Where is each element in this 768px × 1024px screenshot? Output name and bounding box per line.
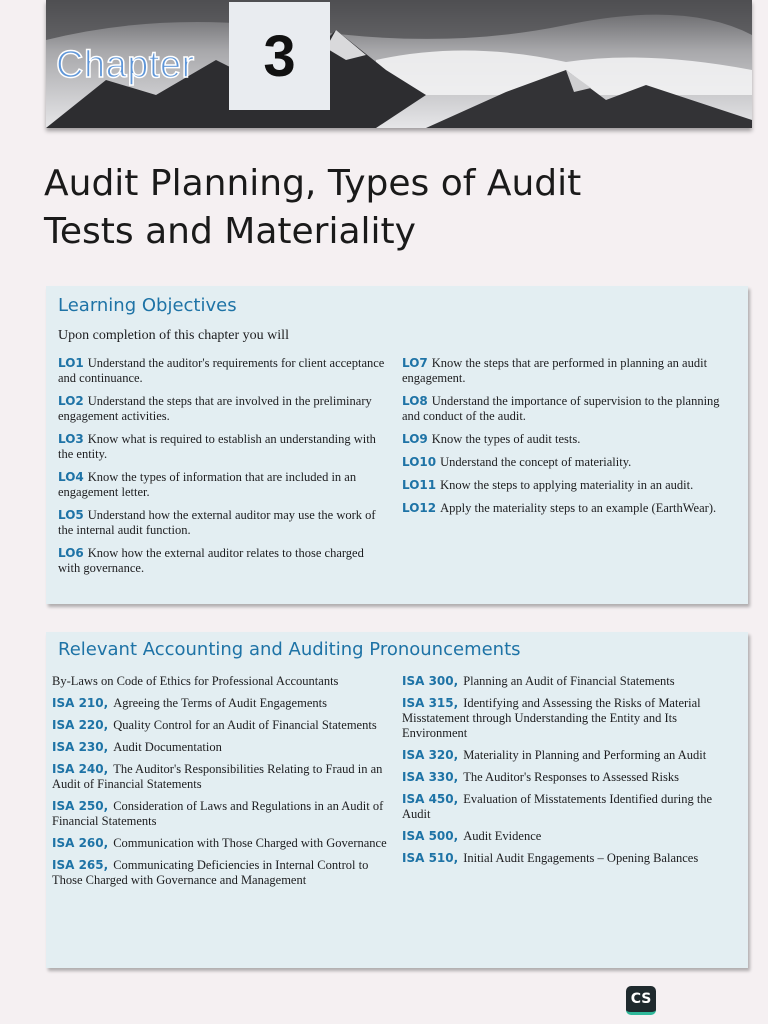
pronouncement-item bbox=[52, 836, 388, 851]
pronouncement-text: Audit Documentation bbox=[113, 740, 222, 754]
objective-code: LO7 bbox=[402, 356, 428, 370]
standard-code: ISA 510, bbox=[402, 851, 459, 865]
learning-objectives-right-column bbox=[402, 356, 736, 524]
pronouncement-item bbox=[402, 829, 738, 844]
learning-objective bbox=[58, 432, 388, 462]
pronouncement-item bbox=[52, 858, 388, 888]
standard-code: ISA 210, bbox=[52, 696, 109, 710]
objective-text: Apply the materiality steps to an example (EarthWear). bbox=[440, 501, 717, 515]
objective-code: LO9 bbox=[402, 432, 428, 446]
learning-objective bbox=[58, 508, 388, 538]
pronouncement-text: Planning an Audit of Financial Statements bbox=[463, 674, 675, 688]
objective-code: LO2 bbox=[58, 394, 84, 408]
standard-code: ISA 315, bbox=[402, 696, 459, 710]
chapter-number: 3 bbox=[229, 2, 330, 110]
pronouncement-text: Communicating Deficiencies in Internal Control to Those Charged with Governance and Management bbox=[52, 858, 369, 887]
pronouncement-item bbox=[52, 696, 388, 711]
learning-objective bbox=[402, 478, 736, 493]
learning-objectives-panel bbox=[46, 286, 748, 604]
objective-code: LO8 bbox=[402, 394, 428, 408]
pronouncement-text: Quality Control for an Audit of Financial Statements bbox=[113, 718, 377, 732]
pronouncement-item bbox=[52, 718, 388, 733]
learning-objective bbox=[402, 356, 736, 386]
pronouncement-text: Communication with Those Charged with Governance bbox=[113, 836, 387, 850]
objective-code: LO6 bbox=[58, 546, 84, 560]
learning-objective bbox=[58, 546, 388, 576]
pronouncements-left-column bbox=[52, 674, 388, 895]
learning-objective bbox=[402, 501, 736, 516]
learning-objective bbox=[58, 356, 388, 386]
objective-text: Know how the external auditor relates to those charged with governance. bbox=[58, 546, 364, 575]
standard-code: ISA 220, bbox=[52, 718, 109, 732]
camscanner-logo-icon: CS bbox=[626, 986, 656, 1015]
pronouncements-panel bbox=[46, 632, 748, 968]
pronouncement-item bbox=[52, 740, 388, 755]
learning-objectives-intro: Upon completion of this chapter you will bbox=[58, 328, 289, 343]
pronouncement-item bbox=[52, 799, 388, 829]
pronouncement-item bbox=[402, 851, 738, 866]
learning-objective bbox=[58, 394, 388, 424]
pronouncement-text: By-Laws on Code of Ethics for Professional Accountants bbox=[52, 674, 339, 688]
objective-code: LO10 bbox=[402, 455, 437, 469]
standard-code: ISA 240, bbox=[52, 762, 109, 776]
objective-text: Understand the concept of materiality. bbox=[440, 455, 632, 469]
objective-text: Know the types of audit tests. bbox=[431, 432, 581, 446]
objective-code: LO12 bbox=[402, 501, 437, 515]
pronouncements-heading: Relevant Accounting and Auditing Pronouncements bbox=[58, 639, 521, 660]
objective-text: Know the steps that are performed in planning an audit engagement. bbox=[402, 356, 708, 385]
pronouncement-item bbox=[402, 696, 738, 741]
pronouncement-text: Initial Audit Engagements – Opening Balances bbox=[463, 851, 699, 865]
objective-text: Know what is required to establish an understanding with the entity. bbox=[58, 432, 376, 461]
pronouncement-item bbox=[52, 762, 388, 792]
pronouncement-text: Consideration of Laws and Regulations in an Audit of Financial Statements bbox=[52, 799, 384, 828]
standard-code: ISA 450, bbox=[402, 792, 459, 806]
learning-objective bbox=[402, 394, 736, 424]
objective-code: LO3 bbox=[58, 432, 84, 446]
pronouncement-text: Evaluation of Misstatements Identified during the Audit bbox=[402, 792, 713, 821]
pronouncement-item bbox=[52, 674, 388, 689]
objective-text: Understand the auditor's requirements for client acceptance and continuance. bbox=[58, 356, 385, 385]
learning-objectives-heading: Learning Objectives bbox=[58, 295, 237, 316]
chapter-title-line-2: Tests and Materiality bbox=[44, 211, 416, 252]
objective-text: Understand the steps that are involved in the preliminary engagement activities. bbox=[58, 394, 372, 423]
pronouncement-item bbox=[402, 748, 738, 763]
pronouncement-text: Identifying and Assessing the Risks of Material Misstatement through Understanding the Entity and Its Environment bbox=[402, 696, 701, 740]
pronouncement-item bbox=[402, 770, 738, 785]
chapter-title bbox=[44, 160, 724, 256]
objective-text: Understand the importance of supervision to the planning and conduct of the audit. bbox=[402, 394, 720, 423]
pronouncement-item bbox=[402, 792, 738, 822]
standard-code: ISA 500, bbox=[402, 829, 459, 843]
standard-code: ISA 330, bbox=[402, 770, 459, 784]
standard-code: ISA 250, bbox=[52, 799, 109, 813]
objective-text: Know the types of information that are included in an engagement letter. bbox=[58, 470, 357, 499]
learning-objective bbox=[402, 455, 736, 470]
objective-code: LO5 bbox=[58, 508, 84, 522]
standard-code: ISA 260, bbox=[52, 836, 109, 850]
pronouncement-text: Materiality in Planning and Performing an Audit bbox=[463, 748, 707, 762]
learning-objective bbox=[58, 470, 388, 500]
objective-code: LO11 bbox=[402, 478, 437, 492]
learning-objectives-left-column bbox=[58, 356, 388, 584]
objective-code: LO4 bbox=[58, 470, 84, 484]
pronouncement-text: Agreeing the Terms of Audit Engagements bbox=[113, 696, 327, 710]
pronouncement-text: Audit Evidence bbox=[463, 829, 542, 843]
standard-code: ISA 265, bbox=[52, 858, 109, 872]
objective-code: LO1 bbox=[58, 356, 84, 370]
pronouncement-text: The Auditor's Responses to Assessed Risks bbox=[463, 770, 679, 784]
objective-text: Understand how the external auditor may use the work of the internal audit function. bbox=[58, 508, 376, 537]
standard-code: ISA 230, bbox=[52, 740, 109, 754]
standard-code: ISA 320, bbox=[402, 748, 459, 762]
pronouncements-right-column bbox=[402, 674, 738, 873]
standard-code: ISA 300, bbox=[402, 674, 459, 688]
learning-objective bbox=[402, 432, 736, 447]
chapter-banner bbox=[46, 0, 752, 128]
objective-text: Know the steps to applying materiality in an audit. bbox=[440, 478, 694, 492]
chapter-label: Chapter bbox=[56, 44, 195, 86]
pronouncement-text: The Auditor's Responsibilities Relating to Fraud in an Audit of Financial Statements bbox=[52, 762, 383, 791]
chapter-title-line-1: Audit Planning, Types of Audit bbox=[44, 163, 582, 204]
pronouncement-item bbox=[402, 674, 738, 689]
